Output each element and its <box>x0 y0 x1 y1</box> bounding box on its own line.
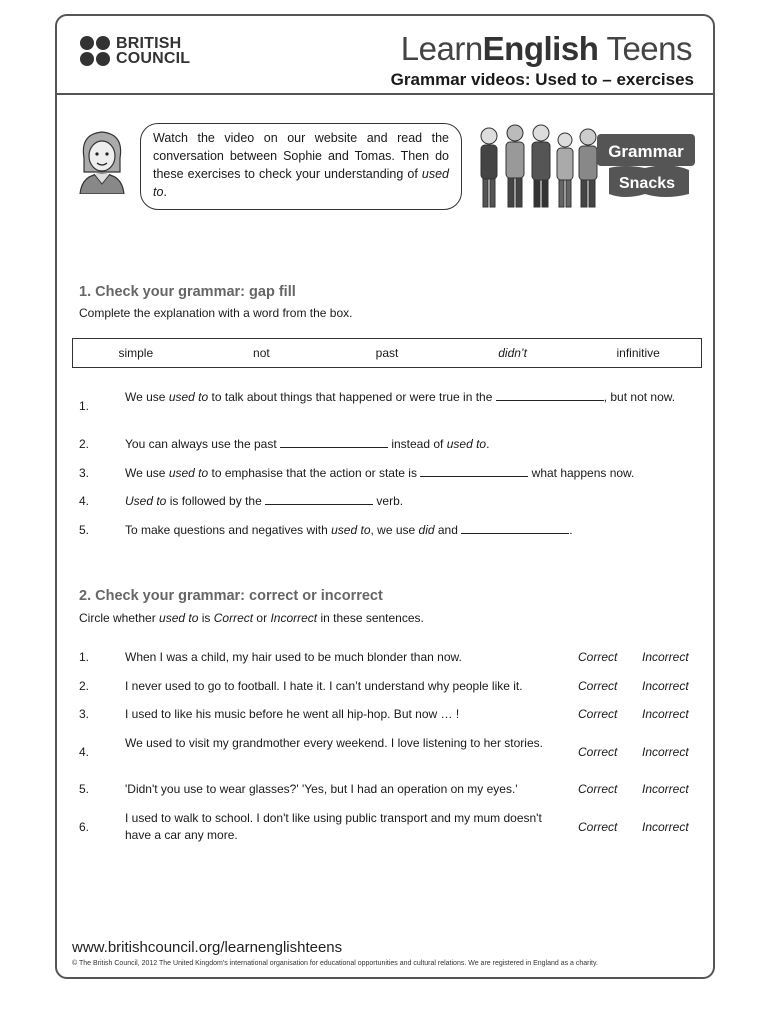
answer-blank[interactable] <box>420 465 528 477</box>
section2-title: 2. Check your grammar: correct or incorrect <box>79 588 383 604</box>
incorrect-option[interactable]: Incorrect <box>642 679 689 693</box>
incorrect-option[interactable]: Incorrect <box>642 650 689 664</box>
sophie-avatar-icon <box>76 128 128 194</box>
section2-instruction: Circle whether used to is Correct or Incorrect in these sentences. <box>79 611 424 625</box>
word-box-item: infinitive <box>616 346 660 360</box>
section1-instruction: Complete the explanation with a word from the box. <box>79 306 353 320</box>
header-divider <box>55 93 715 95</box>
incorrect-option[interactable]: Incorrect <box>642 820 689 834</box>
word-box-item: didn’t <box>498 346 527 360</box>
logo-text: BRITISH COUNCIL <box>116 35 191 67</box>
answer-blank[interactable] <box>496 389 604 401</box>
answer-blank[interactable] <box>265 493 373 505</box>
intro-speech-bubble: Watch the video on our website and read the conversation between Sophie and Tomas. Then do these exercises to check your understanding of used to. <box>140 123 462 210</box>
logo-dots-icon <box>80 36 110 66</box>
correct-option[interactable]: Correct <box>578 679 618 693</box>
word-box-item: not <box>253 346 270 360</box>
badge-line2: Snacks <box>618 175 676 192</box>
footer-copyright: © The British Council, 2012 The United Kingdom’s international organisation for educational opportunities and cultural relations. We are registered in England as a charity. <box>72 960 598 967</box>
answer-blank[interactable] <box>280 436 388 448</box>
correct-option[interactable]: Correct <box>578 820 618 834</box>
incorrect-option[interactable]: Incorrect <box>642 745 689 759</box>
correct-option[interactable]: Correct <box>578 745 618 759</box>
page-title: Grammar videos: Used to – exercises <box>390 70 694 89</box>
word-box-item: simple <box>118 346 154 360</box>
word-box <box>72 338 702 368</box>
british-council-logo <box>80 36 190 66</box>
grammar-snacks-illustration <box>475 120 700 212</box>
correct-option[interactable]: Correct <box>578 707 618 721</box>
learnenglish-teens-logo: LearnEnglish Teens <box>400 30 692 67</box>
answer-blank[interactable] <box>461 522 569 534</box>
correct-option[interactable]: Correct <box>578 782 618 796</box>
correct-option[interactable]: Correct <box>578 650 618 664</box>
footer-url-link[interactable]: www.britishcouncil.org/learnenglishteens <box>72 939 343 956</box>
word-box-item: past <box>375 346 399 360</box>
incorrect-option[interactable]: Incorrect <box>642 707 689 721</box>
incorrect-option[interactable]: Incorrect <box>642 782 689 796</box>
badge-line1: Grammar <box>608 142 684 161</box>
section1-title: 1. Check your grammar: gap fill <box>79 284 296 300</box>
